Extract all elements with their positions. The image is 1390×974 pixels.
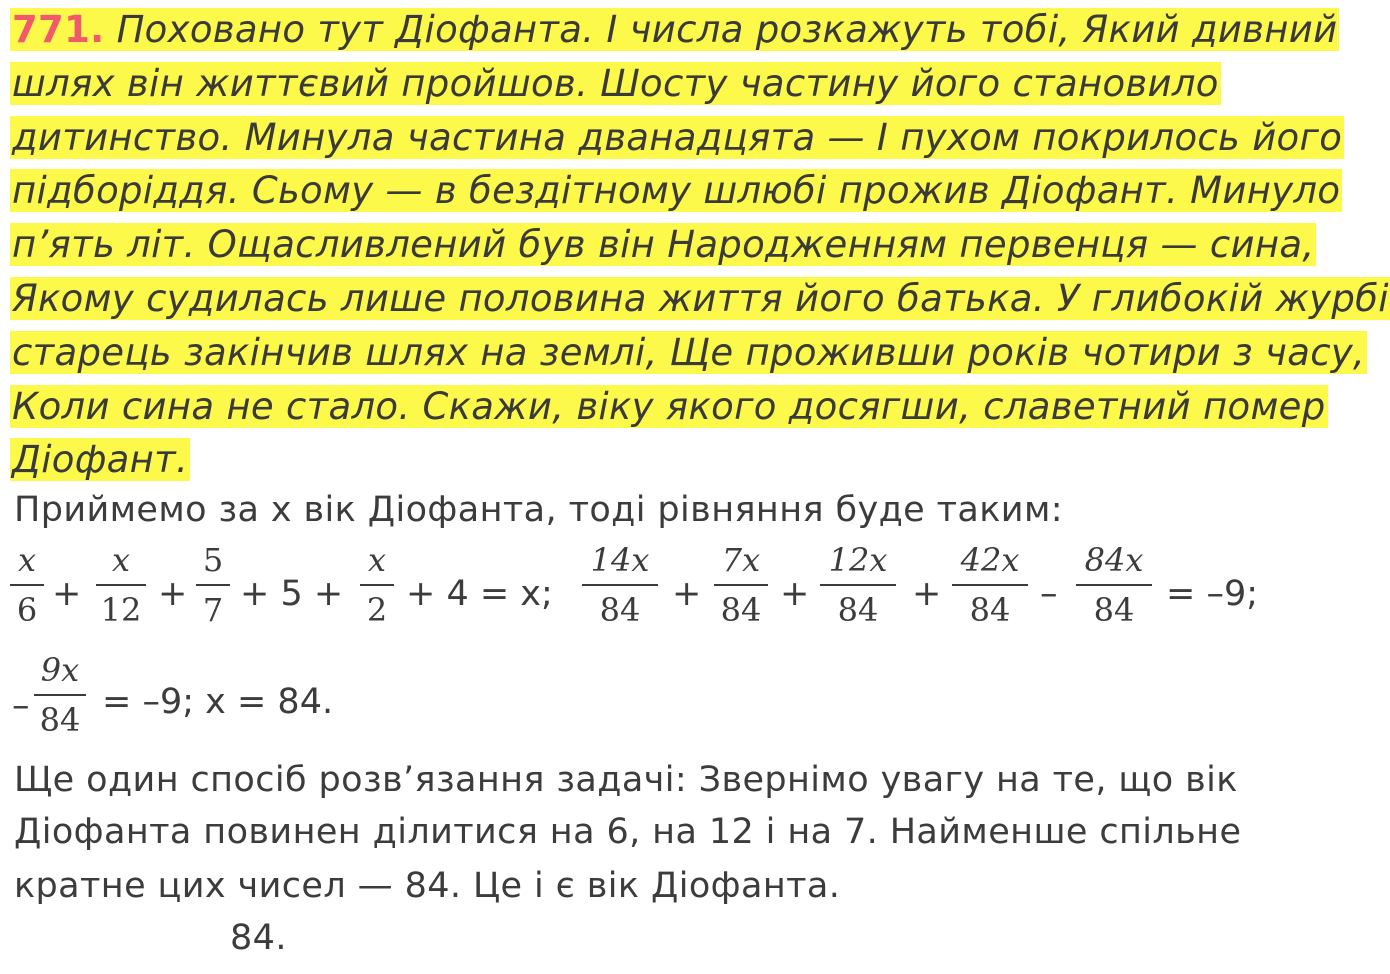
fraction-9x-84: 9x 84 [34,650,86,740]
problem-line-7: старець закінчив шлях на землі, Ще проживши років чотири з часу, [12,331,1366,374]
fraction-x-12: x 12 [96,540,146,630]
op-plus-1: + [52,574,82,614]
problem-line-5: п’ять літ. Ощасливлений був він Народженням первенця — сина, [12,223,1315,266]
answer: 84. [230,918,287,958]
fraction-14x-84: 14x 84 [582,540,658,630]
fraction-7x-84: 7x 84 [714,540,768,630]
fraction-12x-84: 12x 84 [820,540,896,630]
solution-intro: Приймемо за х вік Діофанта, тоді рівняння буде таким: [14,490,1063,530]
op-plus-3: + [672,574,702,614]
problem-line-6: Якому судилась лише половина життя його батька. У глибокій журбі [12,277,1389,320]
problem-line-3: дитинство. Минула частина дванадцята — І пухом покрилось його [12,116,1343,159]
problem-line-1: 771. Поховано тут Діофанта. І числа розкажуть тобі, Який дивний [12,8,1338,51]
problem-number: 771. [12,8,105,51]
fraction-x-6: x 6 [10,540,44,630]
minus-sign: – [12,686,30,726]
problem-line-9: Діофант. [12,438,189,481]
op-plus-2: + [158,574,188,614]
fraction-42x-84: 42x 84 [952,540,1028,630]
op-plus-5-plus: + 5 + [240,574,344,614]
result-x-84: = –9; х = 84. [102,682,334,722]
op-minus: – [1040,574,1058,614]
problem-line-4: підборіддя. Сьому — в бездітному шлюбі прожив Діофант. Минуло [12,169,1341,212]
problem-line-2: шлях він життєвий пройшов. Шосту частину його становило [12,62,1219,105]
alt-solution-line-1: Ще один спосіб розв’язання задачі: Звернімо увагу на те, що вік [14,760,1238,800]
fraction-x-2: x 2 [360,540,394,630]
equals-minus-9: = –9; [1166,574,1259,614]
problem-line-8: Коли сина не стало. Скажи, віку якого досягши, славетний помер [12,385,1326,428]
alt-solution-line-2: Діофанта повинен ділитися на 6, на 12 і на 7. Найменше спільне [14,812,1242,852]
alt-solution-line-3: кратне цих чисел — 84. Це і є вік Діофанта. [14,866,841,906]
fraction-84x-84: 84x 84 [1076,540,1152,630]
fraction-5-7: 5 7 [196,540,230,630]
op-plus-4-equals-x: + 4 = х; [406,574,553,614]
op-plus-5: + [912,574,942,614]
op-plus-4: + [780,574,810,614]
